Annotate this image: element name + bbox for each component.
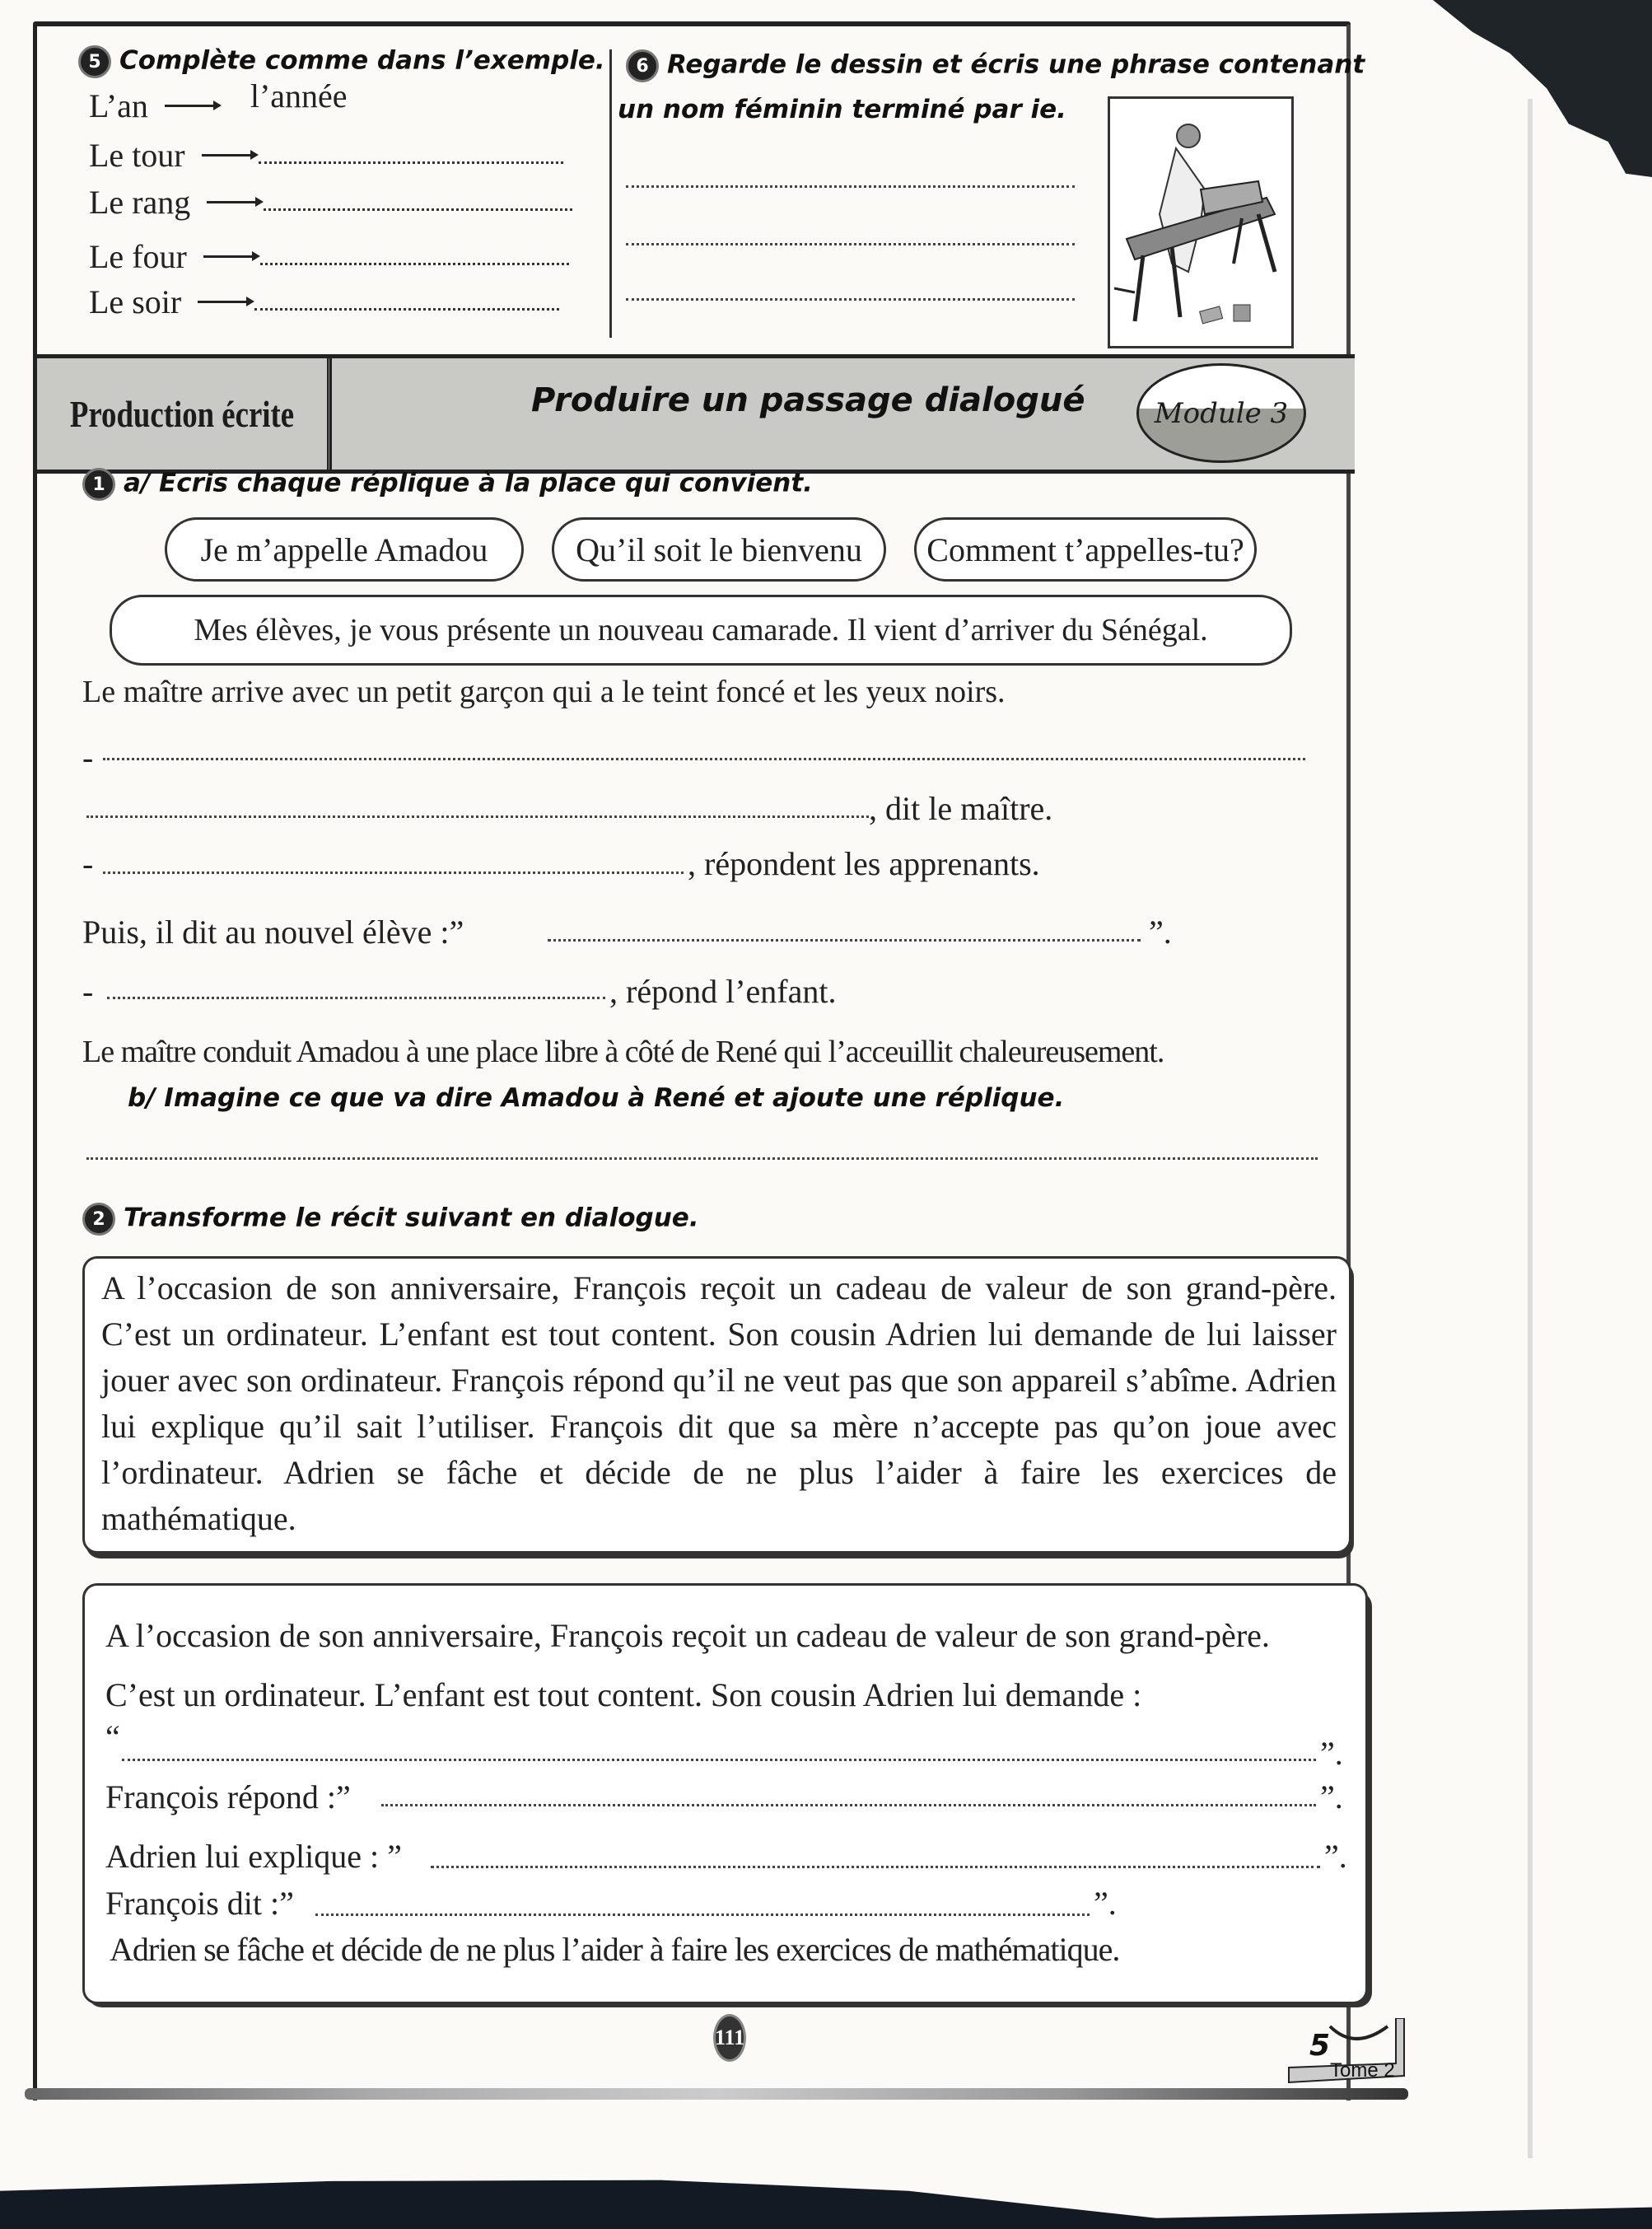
background-shadow-top — [1433, 0, 1652, 177]
exercise-number-badge: 1 — [82, 468, 115, 501]
svg-text:5: 5 — [1309, 2029, 1331, 2063]
exercise-number-badge: 2 — [82, 1203, 115, 1236]
line-francois-repond: François répond :” — [105, 1778, 351, 1815]
banner-divider — [329, 358, 332, 470]
banner-title: Produire un passage dialogué — [531, 381, 1085, 419]
answer-intro: A l’occasion de son anniversaire, François reçoit un cadeau de valeur de son grand-père. C’est un ordinateur. L’enfant est tout content. Son cousin Adrien lui demande : — [105, 1617, 1270, 1713]
carpenter-illustration — [1108, 96, 1294, 348]
exercise-5-heading — [78, 45, 605, 78]
answer-line[interactable] — [626, 185, 1075, 188]
answer-box — [82, 1583, 1368, 2004]
dialogue-dit-maitre: , dit le maître. — [869, 790, 1053, 827]
dialogue-blank-4[interactable] — [548, 939, 1141, 942]
exercise-number-badge: 6 — [626, 49, 659, 82]
dash: - — [82, 845, 94, 882]
example-pair — [89, 77, 348, 125]
arrow-icon — [203, 255, 257, 258]
answer-blank[interactable] — [260, 248, 569, 265]
exercise-6-title-line1: Regarde le dessin et écris une phrase contenant — [667, 49, 1365, 80]
closing-quote: ”. — [1320, 1778, 1343, 1815]
dialogue-blank-5[interactable] — [107, 997, 605, 999]
dialogue-repondent: , répondent les apprenants. — [688, 845, 1040, 882]
open-quote: “ — [105, 1718, 120, 1755]
page-number: 111 — [713, 2014, 746, 2062]
answer-end: Adrien se fâche et décide de ne plus l’aider à faire les exercices de mathématique. — [110, 1931, 1120, 1968]
instruction-text: Transforme le récit suivant en dialogue. — [124, 1203, 699, 1233]
dash: - — [82, 739, 94, 776]
exercise-1a-instruction — [82, 468, 813, 501]
arrow-icon — [198, 301, 251, 303]
item-word: Le soir — [89, 283, 182, 320]
page-edge — [1528, 99, 1533, 2158]
closing-quote: ”. — [1149, 914, 1172, 951]
line-francois-dit: François dit :” — [105, 1885, 294, 1922]
dialogue-puis: Puis, il dit au nouvel élève :” — [82, 914, 464, 951]
item-word: Le four — [89, 238, 187, 275]
exercise-6-heading — [626, 49, 1365, 82]
exercise-1b-instruction: b/ Imagine ce que va dire Amadou à René et ajoute une réplique. — [128, 1083, 1065, 1113]
item-row — [89, 283, 559, 321]
answer-line[interactable] — [626, 298, 1075, 301]
story-box — [82, 1256, 1351, 1554]
item-word: Le tour — [89, 137, 185, 174]
section-label: Production écrite — [37, 358, 329, 470]
arrow-icon — [207, 201, 260, 203]
arrow-icon — [165, 105, 218, 107]
line-adrien-explique: Adrien lui explique : ” — [105, 1838, 402, 1875]
reply-chip[interactable]: Comment t’appelles-tu? — [914, 517, 1257, 582]
reply-answer-line[interactable] — [86, 1157, 1318, 1160]
answer-blank[interactable] — [259, 147, 563, 164]
dialogue-blank-1[interactable] — [103, 758, 1305, 760]
footer-band — [25, 2088, 1408, 2100]
section-banner — [37, 354, 1355, 474]
exercise-5-title: Complète comme dans l’exemple. — [119, 45, 605, 76]
dialogue-blank-3[interactable] — [103, 872, 684, 874]
answer-blank-dit[interactable] — [315, 1914, 1090, 1916]
column-divider — [609, 49, 612, 338]
story-text: A l’occasion de son anniversaire, François reçoit un cadeau de valeur de son grand-père. C’est un ordinateur. L’enfant est tout content. Son cousin Adrien lui demande de lui laisser jouer avec son ordinateur. François répond qu’il ne veut pas que son appareil s’abîme. Adrien lui explique qu’il sait l’utiliser. François dit que sa mère n’accepte pas qu’on joue avec l’ordinateur. Adrien se fâche et décide de ne plus l’aider à faire les exercices de mathématique. — [101, 1269, 1337, 1537]
example-word: L’an — [89, 87, 148, 124]
instruction-text: a/ Ecris chaque réplique à la place qui convient. — [124, 468, 813, 498]
item-row — [89, 237, 569, 276]
dialogue-intro: Le maître arrive avec un petit garçon qui a le teint foncé et les yeux noirs. — [82, 675, 1006, 709]
module-badge: Module 3 — [1136, 363, 1306, 463]
reply-chip[interactable]: Qu’il soit le bienvenu — [552, 517, 886, 582]
item-row — [89, 183, 572, 222]
exercise-6-title-line2: un nom féminin terminé par ie. — [618, 95, 1066, 124]
answer-blank[interactable] — [254, 293, 559, 311]
carpenter-icon — [1110, 99, 1291, 346]
tome-label: Tome 2 — [1330, 2059, 1395, 2082]
reply-chip[interactable]: Je m’appelle Amadou — [165, 517, 524, 582]
answer-blank-repond[interactable] — [381, 1804, 1316, 1806]
exercise-2-instruction — [82, 1203, 699, 1236]
item-row — [89, 136, 563, 175]
background-shadow-bottom — [0, 2175, 1652, 2229]
dialogue-blank-2[interactable] — [86, 815, 869, 818]
exercise-number-badge: 5 — [78, 45, 111, 78]
example-answer: l’année — [250, 77, 348, 114]
arrow-icon — [202, 154, 255, 157]
closing-quote: ”. — [1320, 1735, 1343, 1772]
dash: - — [82, 973, 94, 1010]
dialogue-repond-enfant: , répond l’enfant. — [609, 973, 837, 1010]
answer-line[interactable] — [626, 243, 1075, 245]
answer-blank-demande[interactable] — [122, 1759, 1316, 1761]
answer-blank-explique[interactable] — [431, 1866, 1320, 1868]
dialogue-conclusion: Le maître conduit Amadou à une place libre à côté de René qui l’acceuillit chaleureusement. — [82, 1035, 1164, 1069]
item-word: Le rang — [89, 184, 191, 221]
reply-chip-long[interactable]: Mes élèves, je vous présente un nouveau camarade. Il vient d’arriver du Sénégal. — [110, 595, 1292, 666]
closing-quote: ”. — [1324, 1838, 1347, 1875]
answer-blank[interactable] — [264, 194, 572, 211]
closing-quote: ”. — [1094, 1885, 1117, 1922]
